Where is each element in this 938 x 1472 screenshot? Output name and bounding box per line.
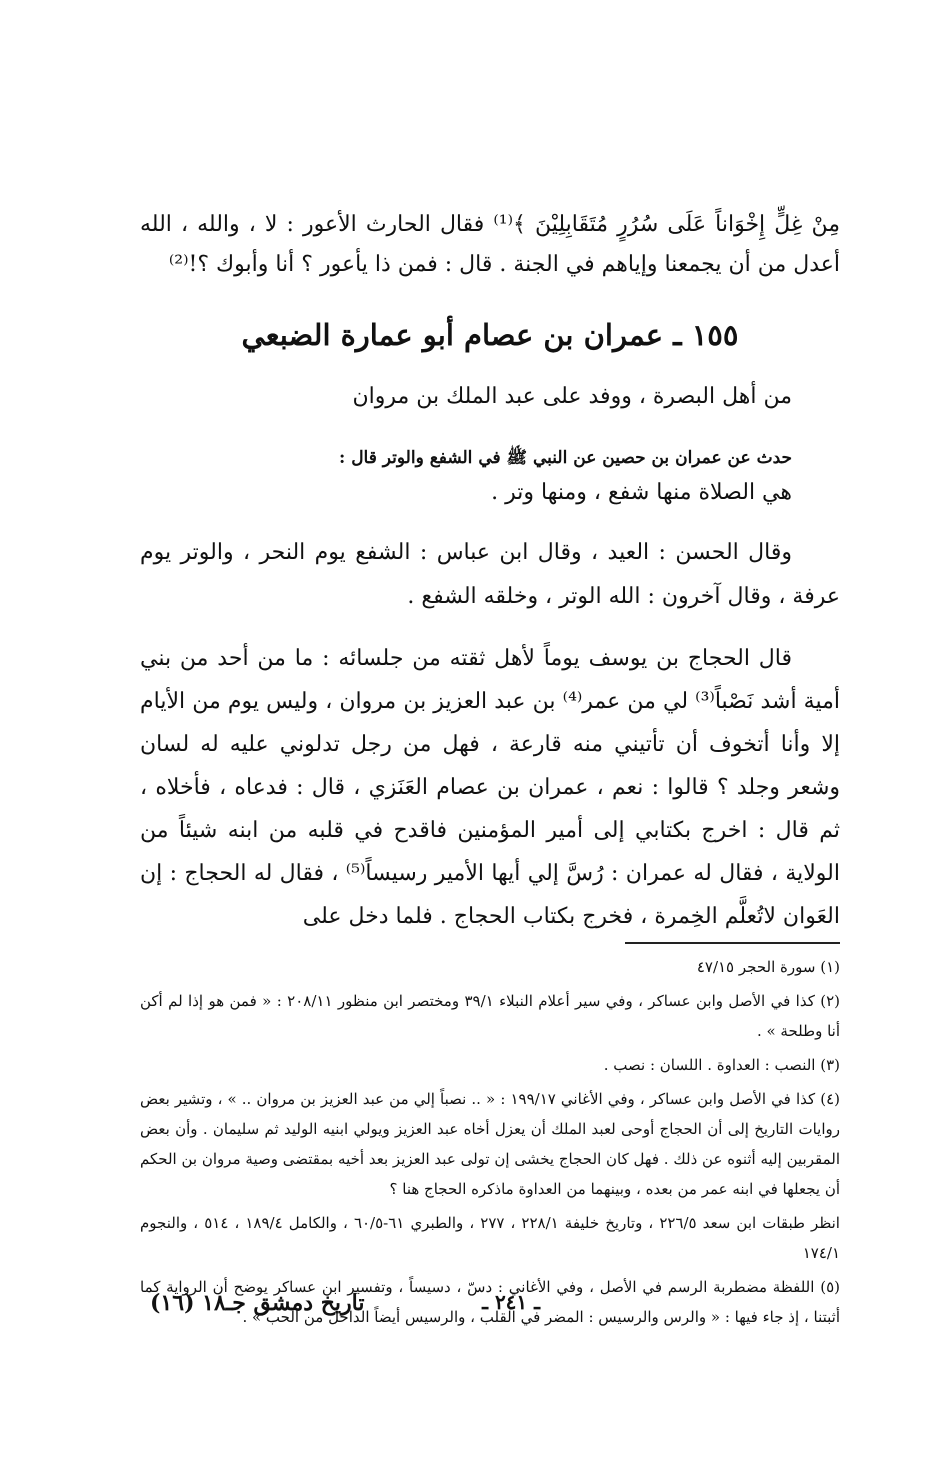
intro-line: من أهل البصرة ، ووفد على عبد الملك بن مروان (352, 384, 792, 409)
hadith-text: هي الصلاة منها شفع ، ومنها وتر . (491, 480, 792, 505)
footnote-divider (625, 942, 840, 944)
paragraph-shafa-watr: وقال الحسن : العيد ، وقال ابن عباس : الشفع يوم النحر ، والوتر يوم عرفة ، وقال آخرون : الله الوتر ، وخلقه الشفع . (140, 540, 840, 609)
paragraph-hajjaj: قال الحجاج بن يوسف يوماً لأهل ثقته من جلسائه : ما من أحد من بني أمية أشد نَصْباً⁽³⁾ لي من عمر⁽⁴⁾ بن عبد العزيز بن مروان ، وليس يوم من الأيام إلا وأنا أتخوف أن تأتيني منه قارعة ، فهل من رجل تدلوني عليه له لسان وشعر وجلد ؟ قالوا : نعم ، عمران بن عصام العَنَزي ، قال : فدعاه ، فأخلاه ، ثم قال : اخرج بكتابي إلى أمير المؤمنين فاقدح في قلبه من ابنه شيئاً من الولاية ، فقال له عمران : رُسَّ إلي أيها الأمير رسيساً⁽⁵⁾ ، فقال له الحجاج : إن العَوان لاتُعلَّم الخِمرة ، فخرج بكتاب الحجاج . فلما دخل على (140, 646, 841, 929)
book-reference: تاريخ دمشق جـ١٨ (١٦) (150, 1290, 365, 1316)
page-number: ـ ٢٤١ ـ (482, 1290, 540, 1314)
footnote-1: (١) سورة الحجر ٤٧/١٥ (696, 958, 840, 976)
biography-heading: ١٥٥ ـ عمران بن عصام أبو عمارة الضبعي (241, 318, 739, 352)
footnote-2: (٢) كذا في الأصل وابن عساكر ، وفي سير أعلام النبلاء ٣٩/١ ومختصر ابن منظور ٢٠٨/١١ : « فمن هو إذا لم أكن أنا وطلحة » . (140, 992, 841, 1040)
footnote-4-references: انظر طبقات ابن سعد ٢٢٦/٥ ، وتاريخ خليفة ٢٢٨/١ ، ٢٧٧ ، والطبري ٦١-٦٠/٥ ، والكامل ١٨٩/٤ ، ٥١٤ ، والنجوم ١٧٤/١ (140, 1214, 840, 1262)
hadith-heading: حدث عن عمران بن حصين عن النبي ﷺ في الشفع والوتر قال : (339, 448, 792, 468)
page-footer (150, 1290, 840, 1330)
page-body (140, 205, 840, 1336)
top-paragraph: مِنْ غِلٍّ إِخْوَاناً عَلَى سُرُرٍ مُتَقَابِلِيْنَ ﴾⁽¹⁾ فقال الحارث الأعور : لا ، والله ، الله أعدل من أن يجمعنا وإياهم في الجنة . قال : فمن ذا يأعور ؟ أنا وأبوك ؟!⁽²⁾ (140, 212, 840, 277)
footnote-3: (٣) النصب : العداوة . اللسان : نصب . (603, 1056, 840, 1074)
footnote-4: (٤) كذا في الأصل وابن عساكر ، وفي الأغاني ١٩٩/١٧ : « .. نصباً إلي من عبد العزيز بن مروان .. » ، وتشير بعض روايات التاريخ إلى أن الحجاج أوحى لعبد الملك أن يعزل أخاه عبد العزيز ويولي ابنيه الوليد ثم سليمان . وأن بعض المقربين إليه أثنوه عن ذلك . فهل كان الحجاج يخشى إن تولى عبد العزيز بعد أخيه بمقتضى وصية مروان بن الحكم أن يجعلها في ابنه عمر من بعده ، وبينهما من العداوة ماذكره الحجاج هنا ؟ (140, 1090, 840, 1198)
footnotes (140, 952, 840, 1332)
footnote-5: (٥) اللفظة مضطربة الرسم في الأصل ، وفي الأغاني : دسّ ، دسيساً ، وتفسير ابن عساكر يوضح أن الرواية كما أثبتنا ، إذ جاء فيها : « والرس والرسيس : المضر في القلب ، والرسيس أيضاً الداخل من الحب » . (140, 1278, 840, 1326)
